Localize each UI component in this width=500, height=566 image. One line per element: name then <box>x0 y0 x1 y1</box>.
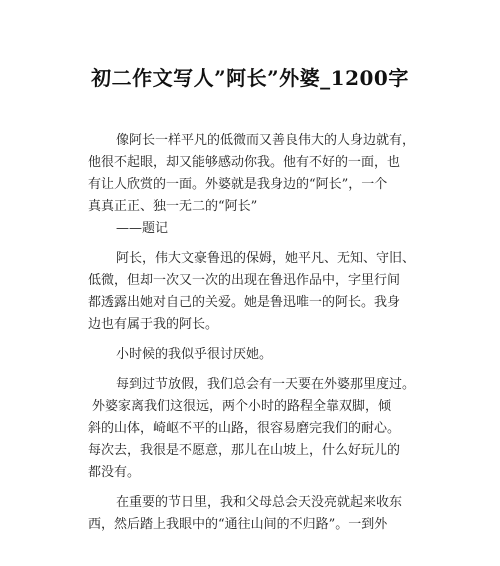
paragraph-line: 有让人欣赏的一面。外婆就是我身边的“阿长”，一个 <box>88 177 388 192</box>
paragraph-line: 西，然后踏上我眼中的“通往山间的不归路”。一到外 <box>88 517 388 532</box>
paragraph-line: 在重要的节日里，我和父母总会天没亮就起来收东 <box>116 495 403 510</box>
paragraph-line: 每到过节放假，我们总会有一天要在外婆那里度过。 <box>116 377 416 392</box>
epigraph-attribution: ——题记 <box>116 221 169 236</box>
paragraph-line: 像阿长一样平凡的低微而又善良伟大的人身边就有， <box>116 133 416 148</box>
article-body <box>88 130 424 536</box>
paragraph-line: 都透露出她对自己的关爱。她是鲁迅唯一的阿长。我身 <box>88 295 401 310</box>
paragraph-line: 阿长，伟大文豪鲁迅的保姆，她平凡、无知、守旧、 <box>116 251 416 266</box>
paragraph-line: 真真正正、独一无二的“阿长” <box>88 199 258 214</box>
page-title: 初二作文写人”阿长”外婆_1200字 <box>91 66 409 90</box>
paragraph-line: 每次去，我很是不愿意，那儿在山坡上，什么好玩儿的 <box>88 443 401 458</box>
paragraph-line: 外婆家离我们这很远，两个小时的路程全靠双脚，倾 <box>92 399 392 414</box>
paragraph-line: 小时候的我似乎很讨厌她。 <box>116 347 273 362</box>
paragraph-line: 低微，但却一次又一次的出现在鲁迅作品中，字里行间 <box>88 273 401 288</box>
paragraph-line: 都没有。 <box>88 465 141 480</box>
paragraph-line: 他很不起眼，却又能够感动你我。他有不好的一面，也 <box>88 155 401 170</box>
paragraph-line: 斜的山体，崎岖不平的山路，很容易磨完我们的耐心。 <box>88 421 401 436</box>
paragraph-line: 边也有属于我的阿长。 <box>88 317 219 332</box>
